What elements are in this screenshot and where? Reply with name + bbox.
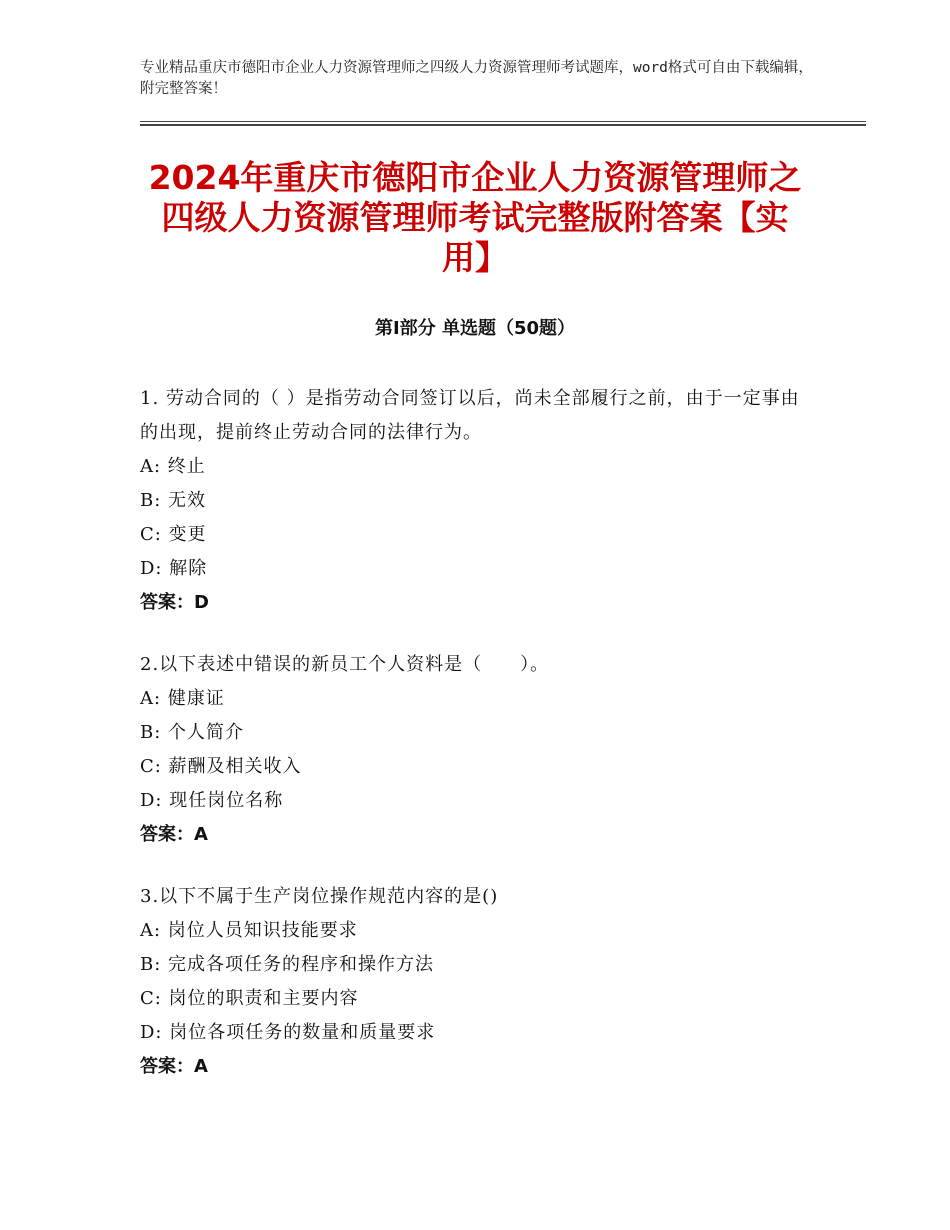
option-d: D: 现任岗位名称 xyxy=(140,790,284,811)
option-a: A: 岗位人员知识技能要求 xyxy=(140,920,358,941)
option-c: C: 变更 xyxy=(140,524,207,545)
answer-text: 答案：A xyxy=(140,824,208,845)
question-1 xyxy=(140,382,810,620)
question-stem: 2.以下表述中错误的新员工个人资料是（ ）。 xyxy=(140,654,550,675)
option-b: B: 无效 xyxy=(140,490,207,511)
question-list xyxy=(140,382,810,1112)
section-heading: 第Ⅰ部分 单选题（50题） xyxy=(374,318,575,339)
option-d: D: 解除 xyxy=(140,558,208,579)
document-title: 2024年重庆市德阳市企业人力资源管理师之四级人力资源管理师考试完整版附答案【实用】 xyxy=(148,158,802,277)
answer-text: 答案：A xyxy=(140,1056,208,1077)
question-3 xyxy=(140,880,810,1084)
question-stem: 1. 劳动合同的（ ）是指劳动合同签订以后，尚未全部履行之前，由于一定事由的出现，提前终止劳动合同的法律行为。 xyxy=(140,388,800,443)
answer-text: 答案：D xyxy=(140,592,209,613)
option-b: B: 完成各项任务的程序和操作方法 xyxy=(140,954,435,975)
option-a: A: 健康证 xyxy=(140,688,225,709)
option-a: A: 终止 xyxy=(140,456,206,477)
option-d: D: 岗位各项任务的数量和质量要求 xyxy=(140,1022,436,1043)
question-2 xyxy=(140,648,810,852)
option-b: B: 个人简介 xyxy=(140,722,245,743)
option-c: C: 岗位的职责和主要内容 xyxy=(140,988,359,1009)
option-c: C: 薪酬及相关收入 xyxy=(140,756,302,777)
header-note: 专业精品重庆市德阳市企业人力资源管理师之四级人力资源管理师考试题库，word格式可自由下载编辑，附完整答案！ xyxy=(140,60,813,97)
question-stem: 3.以下不属于生产岗位操作规范内容的是() xyxy=(140,886,499,907)
header-divider xyxy=(140,121,866,126)
